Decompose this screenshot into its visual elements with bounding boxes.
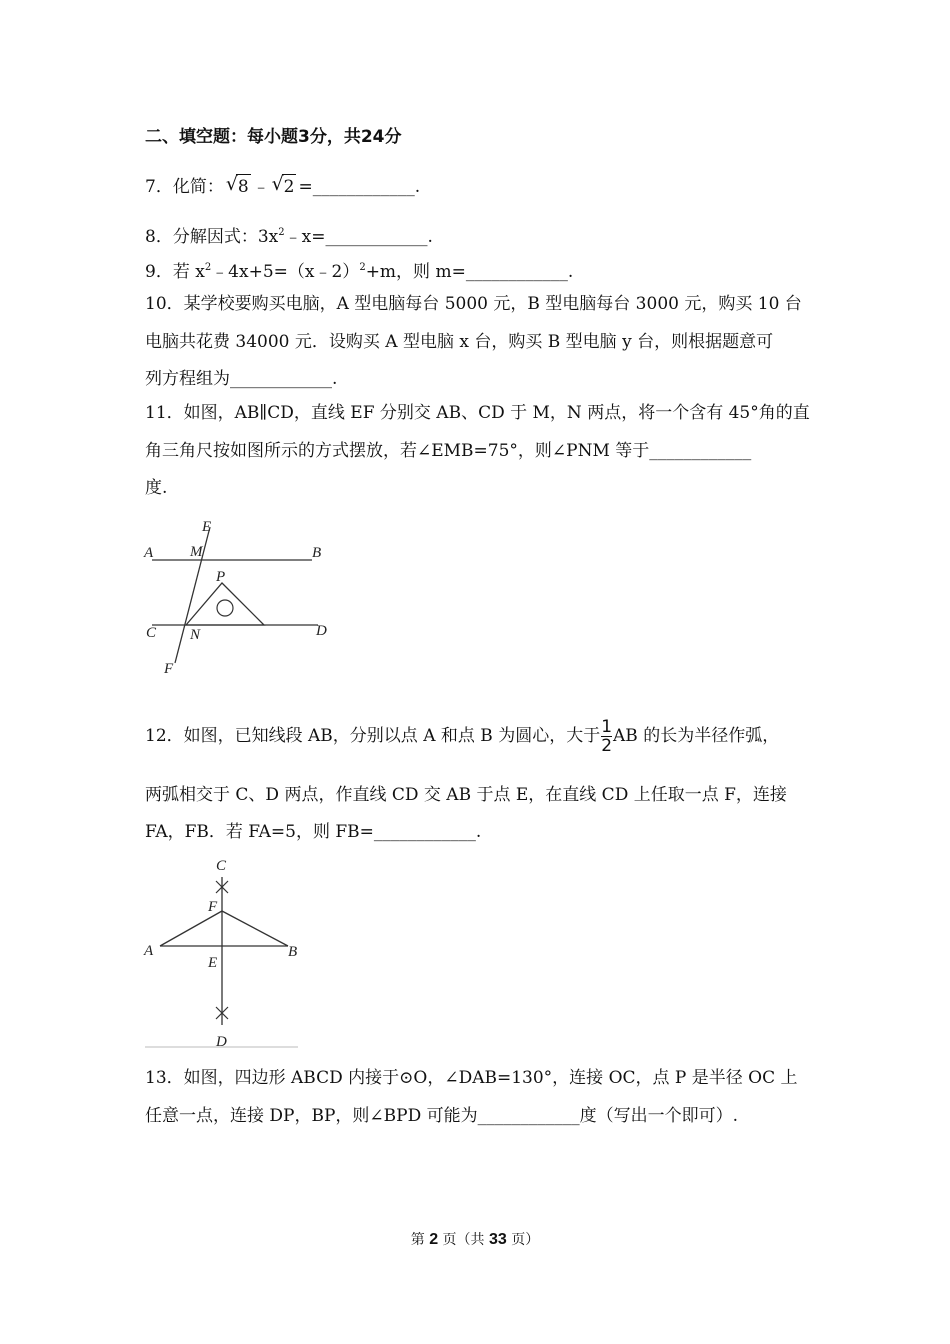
q7-prefix: 7．化简： xyxy=(145,177,224,197)
q9-exponent-1: 2 xyxy=(204,262,212,273)
label-d: D xyxy=(316,623,327,639)
label-f: F xyxy=(208,899,218,915)
footer-mid: 页（共 xyxy=(442,1232,485,1248)
q9-answer-blank: +m，则 m=____________. xyxy=(365,262,574,282)
label-n: N xyxy=(190,627,201,643)
q12-line-1-post: AB 的长为半径作弧， xyxy=(613,726,780,746)
label-d: D xyxy=(216,1034,227,1050)
footer-pre: 第 xyxy=(410,1232,425,1248)
q12-line-1-pre: 12．如图，已知线段 AB，分别以点 A 和点 B 为圆心，大于 xyxy=(145,726,601,746)
q8-exponent: 2 xyxy=(278,227,285,238)
figure-11 xyxy=(140,515,340,684)
q13-line-2: 任意一点，连接 DP，BP，则∠BPD 可能为____________度（写出一个即可）. xyxy=(145,1106,739,1126)
fraction-one-half: $\frac{1}{2}$ xyxy=(601,717,613,756)
q10-line-3: 列方程组为____________. xyxy=(145,369,338,389)
label-b: B xyxy=(312,545,322,561)
sqrt-8: √ 8 xyxy=(225,173,249,197)
sqrt-2: √ 2 xyxy=(271,173,295,197)
label-e: E xyxy=(202,519,212,535)
set-square-triangle xyxy=(186,583,264,625)
label-a: A xyxy=(144,943,154,959)
section-title: 二、填空题：每小题3分，共24分 xyxy=(145,127,402,147)
q12-line-2: 两弧相交于 C、D 两点，作直线 CD 交 AB 于点 E，在直线 CD 上任取一点 F，连接 xyxy=(145,785,787,805)
q11-line-1: 11．如图，AB∥CD，直线 EF 分别交 AB、CD 于 M，N 两点，将一个含有 45°角的直 xyxy=(145,403,810,423)
question-9 xyxy=(145,256,573,284)
q13-line-1: 13．如图，四边形 ABCD 内接于⊙O，∠DAB=130°，连接 OC，点 P 是半径 OC 上 xyxy=(145,1068,798,1088)
q9-exponent-2: 2 xyxy=(359,262,366,273)
segment-fa xyxy=(160,911,222,946)
page-footer xyxy=(0,1229,950,1249)
segment-fb xyxy=(222,911,288,946)
label-p: P xyxy=(216,569,226,585)
q7-answer-blank: =____________. xyxy=(298,177,421,197)
q11-line-2: 角三角尺按如图所示的方式摆放，若∠EMB=75°，则∠PNM 等于____________ xyxy=(145,441,752,461)
footer-post: 页） xyxy=(511,1232,540,1248)
q10-line-2: 电脑共花费 34000 元．设购买 A 型电脑 x 台，购买 B 型电脑 y 台，则根据题意可 xyxy=(145,332,774,352)
question-7 xyxy=(145,174,420,199)
label-c: C xyxy=(216,858,227,874)
q9-mid: ﹣4x+5=（x﹣2） xyxy=(211,262,360,282)
question-8 xyxy=(145,221,433,249)
q11-line-3: 度. xyxy=(145,478,168,498)
q12-line-1 xyxy=(145,718,779,755)
label-b: B xyxy=(288,944,298,960)
page-total: 33 xyxy=(489,1231,507,1248)
label-m: M xyxy=(190,544,203,560)
page-number: 2 xyxy=(429,1231,439,1248)
q8-prefix: 8．分解因式：3x xyxy=(145,227,279,247)
q8-answer-blank: ﹣x=____________. xyxy=(284,227,433,247)
q9-prefix: 9．若 x xyxy=(145,262,205,282)
label-c: C xyxy=(146,625,157,641)
set-square-hole xyxy=(217,600,233,616)
label-f: F xyxy=(164,661,174,677)
q7-minus: ﹣ xyxy=(252,177,270,197)
label-e: E xyxy=(208,955,218,971)
q10-line-1: 10．某学校要购买电脑，A 型电脑每台 5000 元，B 型电脑每台 3000 元，购买 10 台 xyxy=(145,294,802,314)
q12-line-3: FA，FB．若 FA=5，则 FB=____________. xyxy=(145,822,482,842)
label-a: A xyxy=(144,545,154,561)
figure-12 xyxy=(140,855,310,1059)
